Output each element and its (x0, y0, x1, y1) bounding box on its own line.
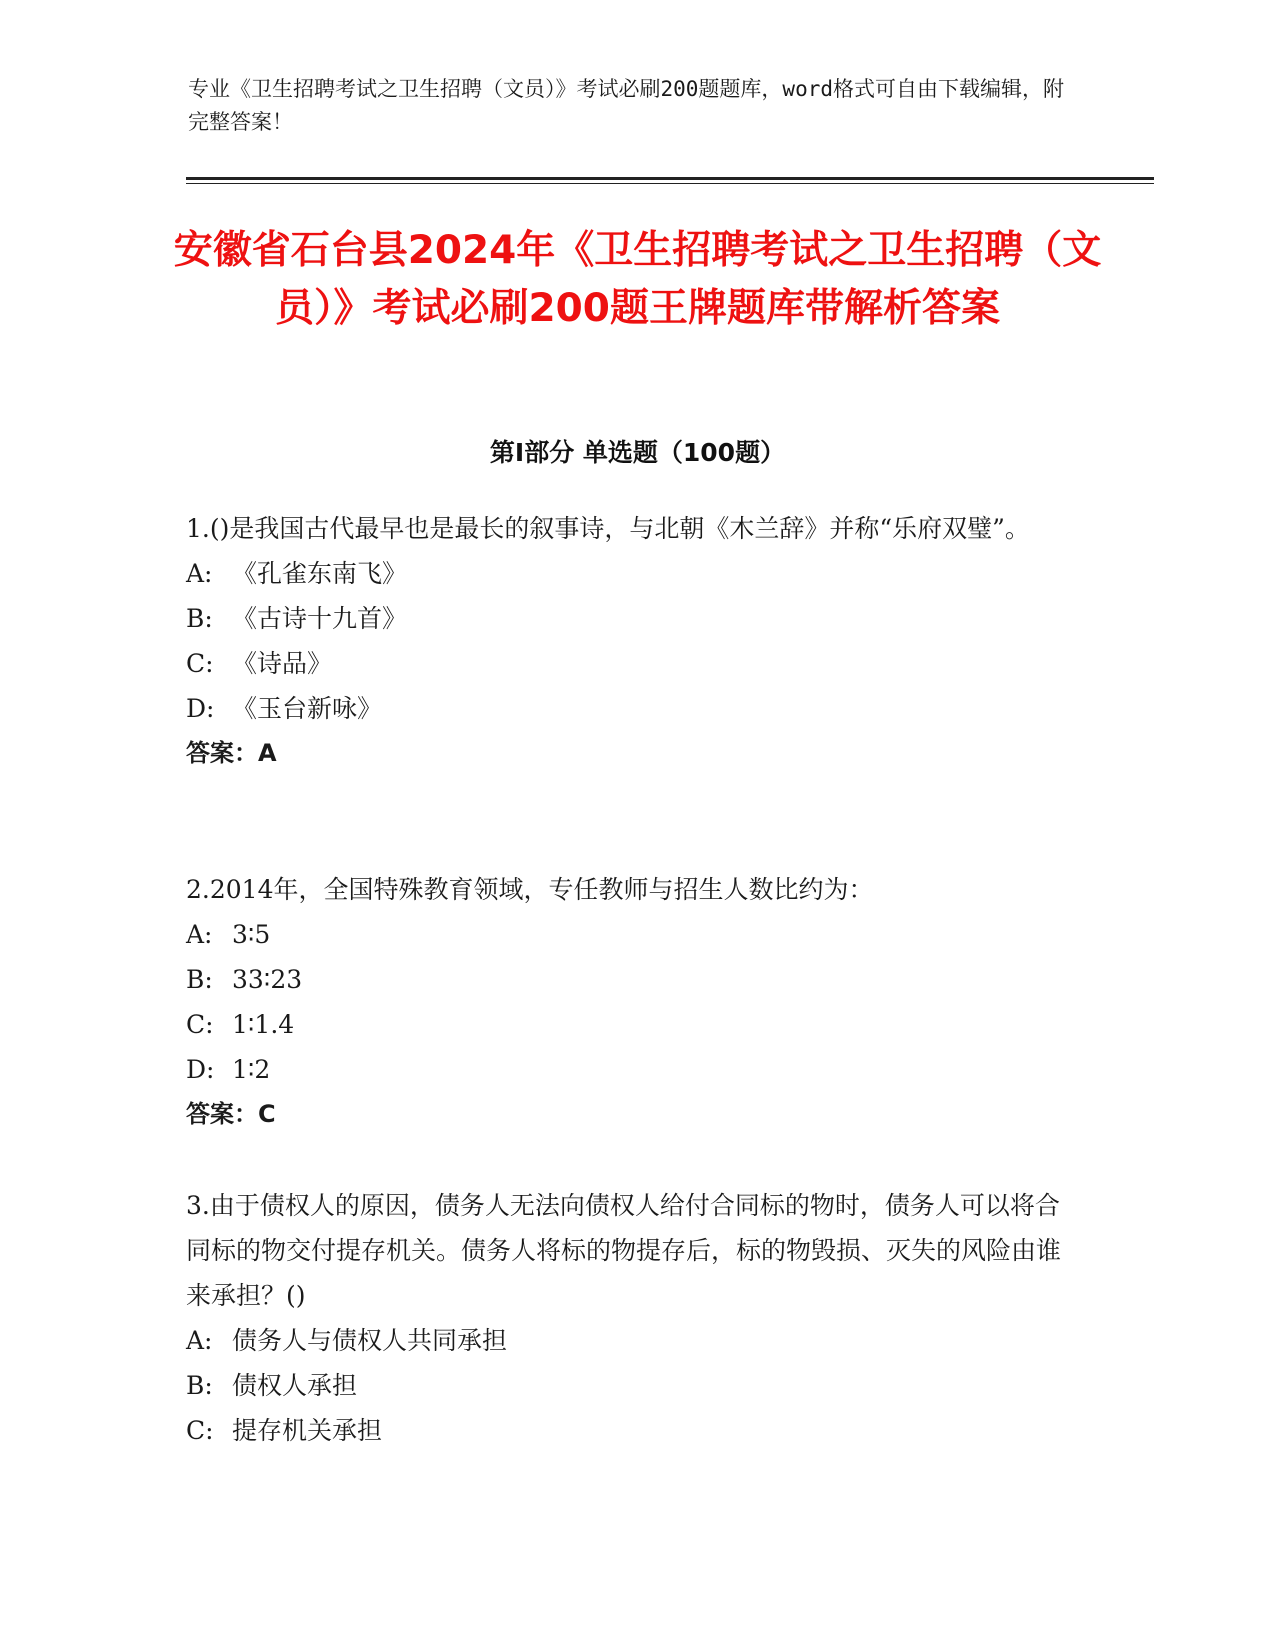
option-key: B: (186, 1371, 213, 1400)
option-b (186, 957, 1066, 1002)
option-text: 提存机关承担 (232, 1416, 383, 1445)
answer-line: 答案：C (186, 1100, 276, 1128)
option-text: 《古诗十九首》 (232, 604, 408, 633)
option-key: C: (186, 649, 214, 678)
document-title: 安徽省石台县2024年《卫生招聘考试之卫生招聘（文员）》考试必刷200题王牌题库带解析答案 (173, 228, 1102, 331)
question-stem: 1.()是我国古代最早也是最长的叙事诗，与北朝《木兰辞》并称“乐府双璧”。 (186, 514, 1030, 543)
header-note: 专业《卫生招聘考试之卫生招聘（文员）》考试必刷200题题库，word格式可自由下载编辑，附完整答案！ (188, 77, 1064, 134)
option-key: B: (186, 965, 213, 994)
option-text: 《玉台新咏》 (232, 694, 383, 723)
option-text: 《诗品》 (232, 649, 333, 678)
option-key: D: (186, 694, 215, 723)
option-key: A: (186, 920, 213, 949)
option-d (186, 686, 1066, 731)
option-text: 1∶2 (232, 1055, 271, 1084)
option-key: A: (186, 1326, 213, 1355)
option-text: 债权人承担 (232, 1371, 358, 1400)
option-text: 3∶5 (232, 920, 271, 949)
question-stem: 2.2014年，全国特殊教育领域，专任教师与招生人数比约为： (186, 875, 874, 904)
option-c (186, 641, 1066, 686)
option-text: 债务人与债权人共同承担 (232, 1326, 508, 1355)
option-key: D: (186, 1055, 215, 1084)
header-rule-thin (186, 183, 1154, 184)
question-1 (186, 506, 1066, 776)
option-b (186, 1363, 1066, 1408)
option-c (186, 1408, 1066, 1453)
option-text: 33∶23 (232, 965, 303, 994)
question-stem: 3.由于债权人的原因，债务人无法向债权人给付合同标的物时，债务人可以将合同标的物交付提存机关。债务人将标的物提存后，标的物毁损、灭失的风险由谁来承担？() (186, 1191, 1062, 1310)
option-a (186, 551, 1066, 596)
option-key: B: (186, 604, 213, 633)
option-a (186, 1318, 1066, 1363)
header-rule (186, 177, 1154, 180)
option-a (186, 912, 1066, 957)
option-key: A: (186, 559, 213, 588)
answer-line: 答案：A (186, 739, 277, 767)
option-d (186, 1047, 1066, 1092)
option-text: 1∶1.4 (232, 1010, 295, 1039)
option-key: C: (186, 1416, 214, 1445)
option-text: 《孔雀东南飞》 (232, 559, 408, 588)
question-2 (186, 867, 1066, 1137)
option-c (186, 1002, 1066, 1047)
section-heading: 第Ⅰ部分 单选题（100题） (489, 438, 786, 467)
option-b (186, 596, 1066, 641)
option-key: C: (186, 1010, 214, 1039)
question-3 (186, 1183, 1066, 1453)
